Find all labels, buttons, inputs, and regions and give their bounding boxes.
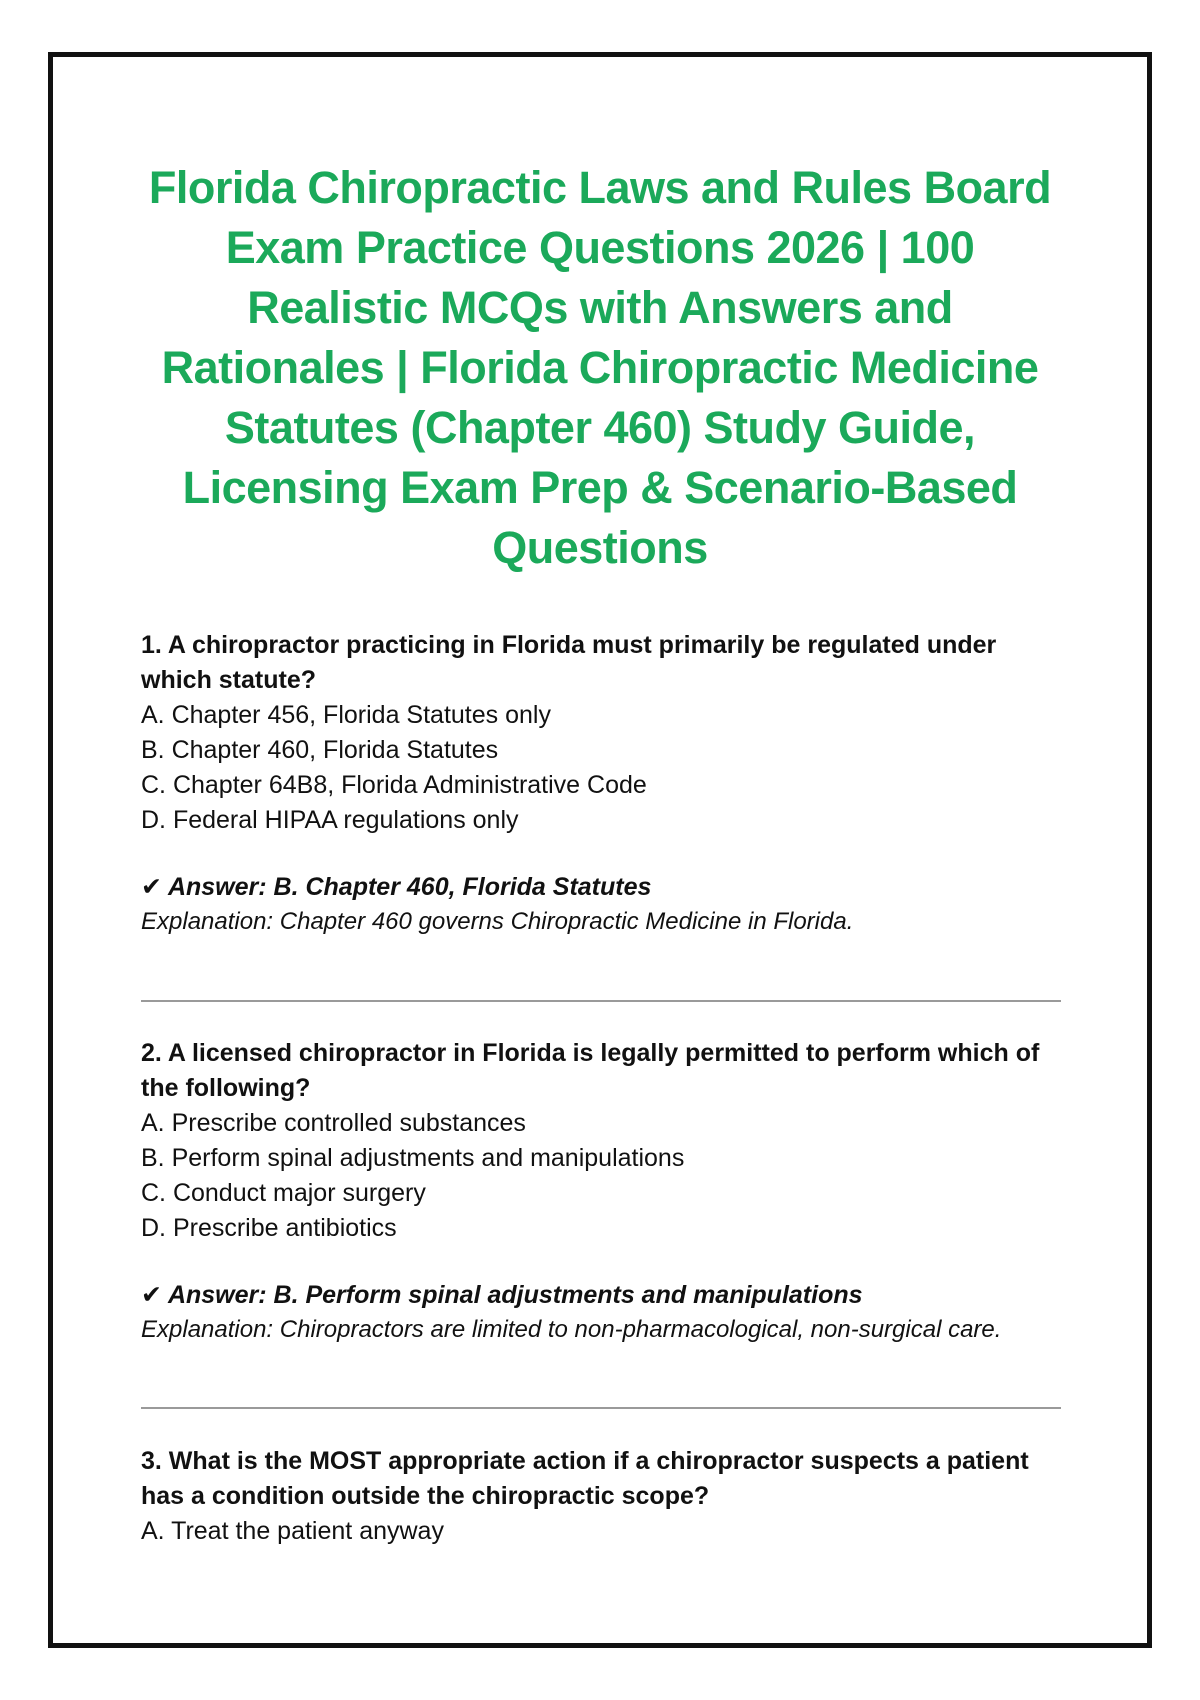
option-b: B. Perform spinal adjustments and manipulations xyxy=(141,1144,685,1172)
question-3 xyxy=(141,1444,1071,1549)
option-a: A. Chapter 456, Florida Statutes only xyxy=(141,701,551,729)
answer-text: Answer: B. Chapter 460, Florida Statutes xyxy=(167,873,652,901)
option-a: A. Prescribe controlled substances xyxy=(141,1109,526,1137)
question-text: 1. A chiropractor practicing in Florida must primarily be regulated under which statute? xyxy=(141,631,997,694)
option-c: C. Conduct major surgery xyxy=(141,1179,426,1207)
explanation-text: Explanation: Chapter 460 governs Chiropractic Medicine in Florida. xyxy=(141,908,854,935)
answer-options xyxy=(141,1514,1071,1549)
check-icon: ✔ xyxy=(141,1281,162,1309)
answer-text: Answer: B. Perform spinal adjustments and manipulations xyxy=(167,1281,863,1309)
option-c: C. Chapter 64B8, Florida Administrative Code xyxy=(141,771,647,799)
answer-line xyxy=(141,1278,1071,1313)
option-a: A. Treat the patient anyway xyxy=(141,1517,444,1545)
question-text: 2. A licensed chiropractor in Florida is legally permitted to perform which of the following? xyxy=(141,1039,1040,1102)
question-2 xyxy=(141,1036,1071,1347)
explanation-text: Explanation: Chiropractors are limited to non-pharmacological, non-surgical care. xyxy=(141,1316,1002,1343)
question-1 xyxy=(141,628,1071,939)
question-divider xyxy=(141,1000,1061,1002)
question-text: 3. What is the MOST appropriate action if a chiropractor suspects a patient has a condition outside the chiropractic scope? xyxy=(141,1447,1029,1510)
document-title: Florida Chiropractic Laws and Rules Board Exam Practice Questions 2026 | 100 Realistic MCQs with Answers and Rationales | Florida Chiropractic Medicine Statutes (Chapter 460) Study Guide, Licensing Exam Prep & Scenario-Based Questions xyxy=(148,162,1052,573)
answer-options xyxy=(141,698,1071,838)
option-d: D. Federal HIPAA regulations only xyxy=(141,806,519,834)
option-d: D. Prescribe antibiotics xyxy=(141,1214,397,1242)
option-b: B. Chapter 460, Florida Statutes xyxy=(141,736,499,764)
answer-line xyxy=(141,870,1071,905)
question-divider xyxy=(141,1407,1061,1409)
answer-options xyxy=(141,1106,1071,1246)
check-icon: ✔ xyxy=(141,873,162,901)
